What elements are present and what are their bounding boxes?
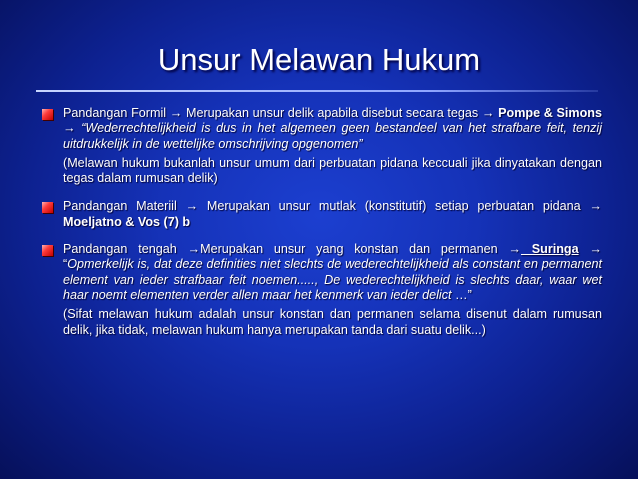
list-item — [38, 199, 602, 230]
arrow-right-icon: → — [185, 199, 199, 214]
arrow-right-icon: → — [169, 106, 183, 120]
item-text: Merupakan unsur mutlak (konstitutif) setiap perbuatan pidana — [198, 199, 590, 214]
list-item — [38, 106, 602, 186]
quote-end: …” — [451, 287, 472, 302]
quote-mark: “ — [63, 257, 68, 272]
square-bullet-icon — [42, 202, 53, 213]
square-bullet-icon — [42, 109, 53, 120]
arrow-right-icon: → — [589, 242, 602, 257]
slide-title: Unsur Melawan Hukum — [157, 42, 481, 77]
item-heading: Pandangan Materiil — [63, 199, 186, 214]
item-note: (Sifat melawan hukum adalah unsur konstan dan permanen selama disenut dalam rumusan delik, jika tidak, melawan hukum hanya merupakan tanda dari suatu delik...) — [63, 307, 602, 337]
item-text: Merupakan unsur delik apabila disebut secara tegas — [182, 106, 482, 120]
arrow-right-icon: → — [187, 242, 201, 257]
item-note: (Melawan hukum bukanlah unsur umum dari perbuatan pidana keccuali jika dinyatakan dengan tegas dalam rumusan delik) — [63, 155, 602, 186]
arrow-right-icon: → — [481, 106, 495, 120]
item-paragraph — [63, 242, 602, 303]
item-quote: “Wederrechtelijkheid is dus in het algemeen geen bestandeel van het strafbare feit, tenzij uitdrukkelijk in de wettelijke omschrijving opgenomen” — [63, 121, 603, 151]
item-paragraph — [63, 106, 602, 152]
slide-content — [38, 106, 602, 351]
item-paragraph — [63, 199, 602, 230]
arrow-right-icon: → — [63, 121, 76, 136]
arrow-right-icon: → — [589, 199, 603, 214]
item-quote: Opmerkelijk is, dat deze definities niet slechts de wederechtelijkheid als constant en permanent element van ieder strafbaar feit noemen....., De wederechtelijkheid is slechts daar, waar wet haar noemt elementen verder allen maar het kenmerk van ieder delict — [63, 257, 602, 302]
arrow-right-icon: → — [508, 242, 521, 257]
list-item — [38, 242, 602, 338]
item-text: Merupakan unsur yang konstan dan permanen — [200, 242, 509, 257]
item-author: Suringa — [520, 242, 579, 257]
item-author: Moeljatno & Vos (7) b — [63, 214, 191, 229]
item-heading: Pandangan tengah — [63, 242, 188, 257]
title-divider — [36, 90, 598, 92]
item-heading: Pandangan Formil — [63, 106, 170, 120]
square-bullet-icon — [42, 245, 53, 256]
item-author: Pompe & Simons — [494, 106, 602, 120]
